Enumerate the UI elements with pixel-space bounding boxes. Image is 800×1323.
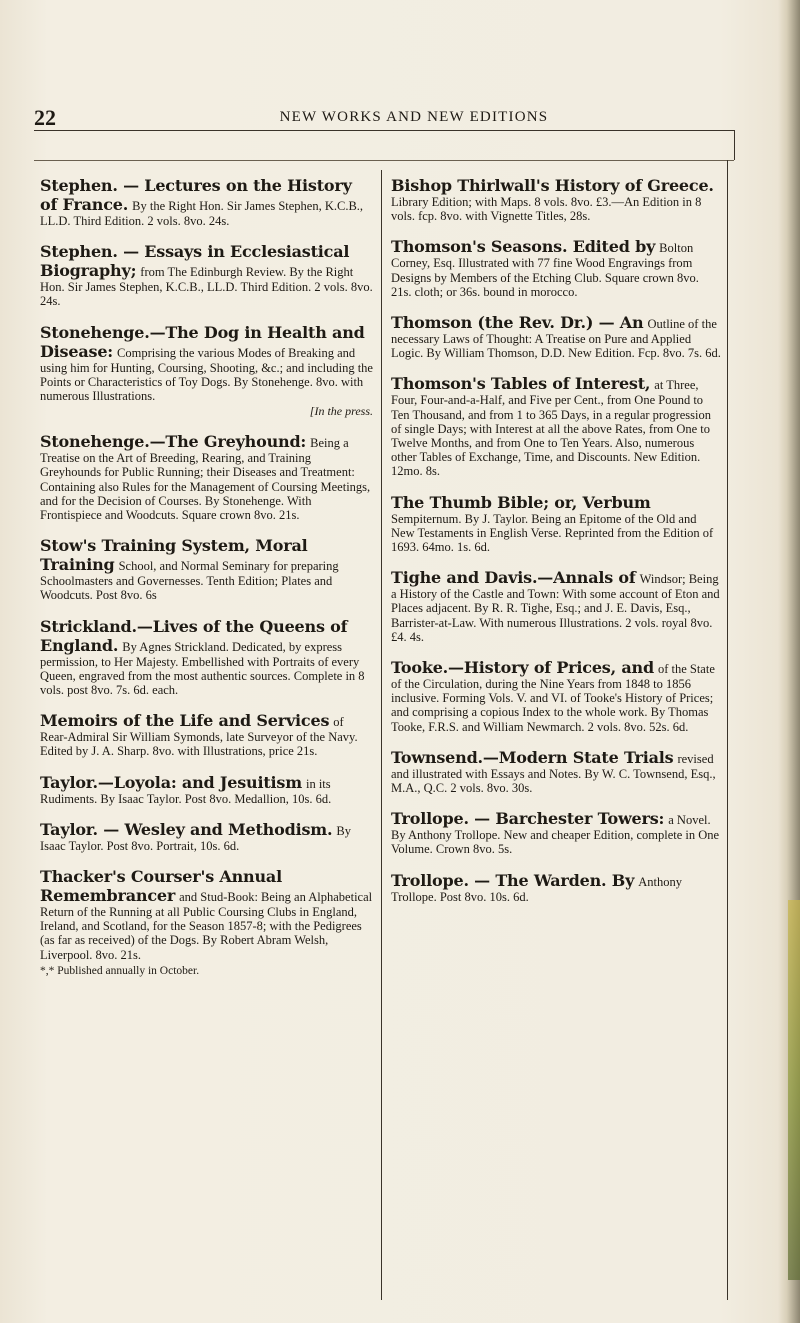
entry-description: at Three, Four, Four-and-a-Half, and Five per Cent., from One Pound to Ten Thousand, and from 1 to 365 Days, in a regular progression of single Days; with Interest at all the above Rates, from One to Twelve Months, and from One to Ten Years. Also, numerous other Tables of Exchange, Time, and Discounts. New Edition. 12mo. 8s. xyxy=(391,378,712,479)
entry-description: Being a Treatise on the Art of Breeding, Rearing, and Training Greyhounds for Public Running; their Diseases and Treatment: Containing also Rules for the Management of Coursing Meetings, and for the Decision of Courses. By Stonehenge. With Frontispiece and Woodcuts. Square crown 8vo. 21s. xyxy=(40,436,371,523)
entry-heading: Memoirs of the Life and Services xyxy=(40,711,330,731)
catalogue-entry xyxy=(40,773,373,806)
catalogue-entry xyxy=(40,432,373,522)
entry-heading: Stephen. — Lectures on the History of France. xyxy=(40,176,352,214)
catalogue-entry xyxy=(391,493,721,555)
entry-description: By the Right Hon. Sir James Stephen, K.C.B., LL.D. Third Edition. 2 vols. 8vo. 24s. xyxy=(40,199,364,228)
entry-heading: The Thumb Bible; or, Verbum xyxy=(391,492,651,512)
running-title: NEW WORKS AND NEW EDITIONS xyxy=(279,109,549,125)
entry-heading: Tighe and Davis.—Annals of xyxy=(391,568,636,588)
entry-description: Outline of the necessary Laws of Thought: A Treatise on Pure and Applied Logic. By William Thomson, D.D. New Edition. Fcp. 8vo. 7s. 6d. xyxy=(391,317,721,361)
entry-heading: Stephen. — Essays in Ecclesiastical Biography; xyxy=(40,242,350,281)
catalogue-entry xyxy=(391,809,721,856)
entry-note: [In the press. xyxy=(309,404,373,419)
header-side-rule xyxy=(734,130,735,160)
page-edge-stain xyxy=(788,900,800,1280)
header-rule xyxy=(34,130,734,131)
entry-heading: Stow's Training System, Moral Training xyxy=(40,536,308,575)
entry-heading: Trollope. — Barchester Towers: xyxy=(391,809,665,829)
entry-heading: Taylor.—Loyola: and Jesuitism xyxy=(40,772,302,792)
catalogue-entry xyxy=(391,568,721,644)
catalogue-entry xyxy=(40,867,373,978)
entry-heading: Thomson's Tables of Interest, xyxy=(391,374,651,394)
entry-description: Library Edition; with Maps. 8 vols. 8vo. £3.—An Edition in 8 vols. fcp. 8vo. with Vignette Titles, 28s. xyxy=(391,195,702,224)
entry-description: of Rear-Admiral Sir William Symonds, late Surveyor of the Navy. Edited by J. A. Sharp. 8vo. with Illustrations, price 21s. xyxy=(40,715,358,759)
entry-description: in its Rudiments. By Isaac Taylor. Post 8vo. Medallion, 10s. 6d. xyxy=(40,776,332,806)
catalogue-entry xyxy=(40,536,373,602)
entry-heading: Thomson (the Rev. Dr.) — An xyxy=(391,313,644,333)
catalogue-entry xyxy=(40,242,373,308)
entry-footnote: *,* Published annually in October. xyxy=(40,964,200,977)
page-number: 22 xyxy=(34,105,56,130)
entry-description: By Isaac Taylor. Post 8vo. Portrait, 10s. 6d. xyxy=(40,823,351,853)
catalogue-entry xyxy=(391,658,721,734)
catalogue-entry xyxy=(40,323,373,419)
catalogue-entry xyxy=(40,820,373,853)
entry-heading: Bishop Thirlwall's History of Greece. xyxy=(391,176,714,195)
catalogue-entry xyxy=(40,711,373,758)
page-edge-shadow xyxy=(778,0,800,1323)
entry-description: of the State of the Circulation, during the Nine Years from 1848 to 1856 inclusive. Forming Vols. V. and VI. of Tooke's History of Prices; and comprising a copious Index to the whole work. By Thomas Tooke, F.R.S. and William Newmarch. 2 vols. 8vo. 52s. 6d. xyxy=(391,662,715,734)
entry-description: Comprising the various Modes of Breaking and using him for Hunting, Coursing, Shooting, &c.; and including the Points or Characteristics of Toy Dogs. By Stonehenge. 8vo. with numerous Illustrations. xyxy=(40,345,373,404)
right-border-rule xyxy=(727,160,728,1300)
catalogue-entry xyxy=(40,617,373,698)
entry-description: Bolton Corney, Esq. Illustrated with 77 fine Wood Engravings from Designs by Members of the Etching Club. Square crown 8vo. 21s. cloth; or 36s. bound in morocco. xyxy=(391,241,699,299)
left-column xyxy=(40,176,373,992)
catalogue-entry xyxy=(391,748,721,795)
catalogue-entry xyxy=(391,237,721,299)
right-column xyxy=(391,176,721,918)
entry-description: a Novel. By Anthony Trollope. New and cheaper Edition, complete in One Volume. Crown 8vo. 5s. xyxy=(391,813,720,857)
entry-heading: Strickland.—Lives of the Queens of England. xyxy=(40,616,348,655)
entry-description: Anthony Trollope. Post 8vo. 10s. 6d. xyxy=(391,874,682,904)
columns-top-rule xyxy=(34,160,734,161)
entry-heading: Stonehenge.—The Greyhound: xyxy=(40,432,307,452)
catalogue-entry xyxy=(391,176,721,223)
entry-description: and Stud-Book: Being an Alphabetical Return of the Running at all Public Coursing Clubs in England, Ireland, and Scotland, for the Season 1857-8; with the Pedigrees (as far as received) of the Dogs. By Robert Abram Welsh, Liverpool. 8vo. 21s. xyxy=(40,890,373,962)
entry-heading: Thacker's Courser's Annual Remembrancer xyxy=(40,867,282,906)
catalogue-entry xyxy=(391,313,721,360)
entry-description: from The Edinburgh Review. By the Right Hon. Sir James Stephen, K.C.B., LL.D. Third Edition. 2 vols. 8vo. 24s. xyxy=(40,265,373,309)
entry-heading: Tooke.—History of Prices, and xyxy=(391,658,654,678)
catalogue-entry xyxy=(40,176,373,228)
entry-heading: Taylor. — Wesley and Methodism. xyxy=(40,819,333,839)
entry-description: Windsor; Being a History of the Castle and Town: With some account of Eton and Places adjacent. By R. R. Tighe, Esq.; and J. E. Davis, Esq., Barrister-at-Law. With numerous Illustrations. 2 vols. royal 8vo. £4. 4s. xyxy=(391,572,720,644)
entry-description: revised and illustrated with Essays and Notes. By W. C. Townsend, Esq., M.A., Q.C. 2 vols. 8vo. 30s. xyxy=(391,751,716,796)
entry-heading: Thomson's Seasons. Edited by xyxy=(391,237,656,257)
entry-heading: Stonehenge.—The Dog in Health and Disease: xyxy=(40,322,365,361)
entry-description: By Agnes Strickland. Dedicated, by express permission, to Her Majesty. Embellished with Portraits of every Queen, engraved from the most authentic sources. Complete in 8 vols. post 8vo. 7s. 6d. each. xyxy=(40,639,365,698)
entry-description: Sempiternum. By J. Taylor. Being an Epitome of the Old and New Testaments in English Verse. Reprinted from the Edition of 1693. 64mo. 1s. 6d. xyxy=(391,511,714,555)
entry-heading: Townsend.—Modern State Trials xyxy=(391,747,674,767)
entry-heading: Trollope. — The Warden. By xyxy=(391,870,635,890)
catalogue-entry xyxy=(391,871,721,904)
entry-description: School, and Normal Seminary for preparing Schoolmasters and Governesses. Tenth Edition; Plates and Woodcuts. Post 8vo. 6s xyxy=(40,559,339,603)
catalogue-entry xyxy=(391,374,721,478)
page-header xyxy=(34,103,734,137)
column-divider xyxy=(381,170,382,1300)
